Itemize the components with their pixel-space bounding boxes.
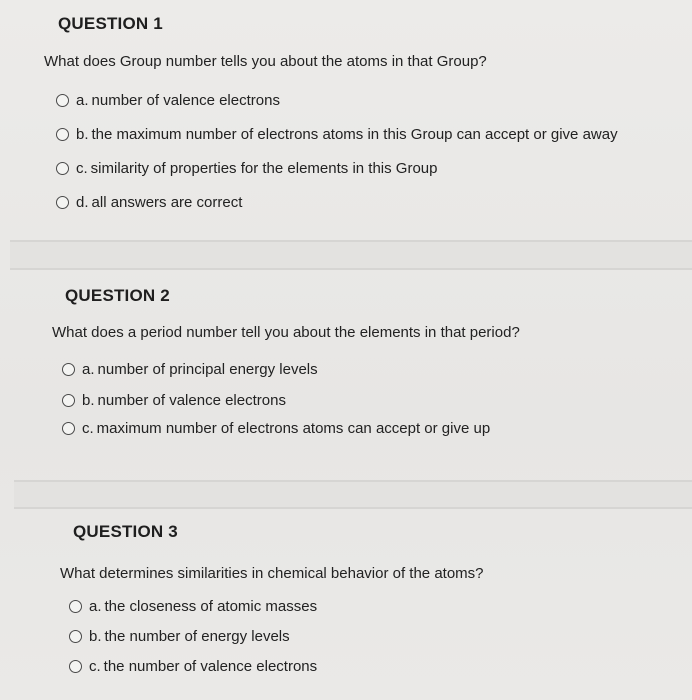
radio-button[interactable] bbox=[56, 196, 69, 209]
answer-option-c[interactable] bbox=[62, 417, 490, 439]
radio-button[interactable] bbox=[69, 630, 82, 643]
option-letter: b. bbox=[82, 391, 95, 409]
answer-option-b[interactable] bbox=[69, 625, 317, 647]
option-letter: a. bbox=[89, 597, 102, 615]
answer-option-c[interactable] bbox=[56, 157, 618, 179]
question-prompt: What does Group number tells you about the atoms in that Group? bbox=[44, 53, 487, 70]
option-text: number of valence electrons bbox=[97, 391, 286, 409]
radio-button[interactable] bbox=[69, 660, 82, 673]
option-letter: b. bbox=[89, 627, 102, 645]
radio-button[interactable] bbox=[62, 363, 75, 376]
answer-option-a[interactable] bbox=[69, 595, 317, 617]
question-separator-band bbox=[10, 240, 692, 270]
radio-button[interactable] bbox=[62, 422, 75, 435]
answer-option-b[interactable] bbox=[56, 123, 618, 145]
option-letter: a. bbox=[76, 91, 89, 109]
option-text: maximum number of electrons atoms can accept or give up bbox=[96, 419, 491, 437]
option-text: all answers are correct bbox=[91, 193, 243, 211]
question-title: QUESTION 2 bbox=[65, 286, 170, 305]
question-separator-band bbox=[14, 480, 692, 508]
question-separator bbox=[14, 507, 692, 509]
question-separator bbox=[10, 268, 692, 270]
radio-button[interactable] bbox=[56, 162, 69, 175]
option-letter: c. bbox=[76, 159, 88, 177]
answer-options bbox=[62, 358, 490, 439]
radio-button[interactable] bbox=[56, 94, 69, 107]
option-text: number of valence electrons bbox=[91, 91, 280, 109]
radio-button[interactable] bbox=[56, 128, 69, 141]
option-text: number of principal energy levels bbox=[97, 360, 318, 378]
question-prompt: What determines similarities in chemical behavior of the atoms? bbox=[60, 565, 484, 582]
option-letter: c. bbox=[82, 419, 94, 437]
option-text: similarity of properties for the elements in this Group bbox=[90, 159, 438, 177]
answer-option-d[interactable] bbox=[56, 191, 618, 213]
question-2 bbox=[52, 286, 520, 437]
question-prompt: What does a period number tell you about the elements in that period? bbox=[52, 324, 520, 341]
option-text: the number of valence electrons bbox=[103, 657, 318, 675]
answer-options bbox=[56, 89, 618, 213]
option-letter: c. bbox=[89, 657, 101, 675]
question-separator bbox=[10, 240, 692, 242]
option-letter: b. bbox=[76, 125, 89, 143]
question-3 bbox=[60, 522, 484, 675]
answer-option-c[interactable] bbox=[69, 655, 317, 677]
question-separator bbox=[14, 480, 692, 482]
option-letter: d. bbox=[76, 193, 89, 211]
option-text: the number of energy levels bbox=[104, 627, 290, 645]
question-title: QUESTION 3 bbox=[73, 522, 178, 541]
answer-option-b[interactable] bbox=[62, 389, 490, 411]
radio-button[interactable] bbox=[69, 600, 82, 613]
option-text: the closeness of atomic masses bbox=[104, 597, 318, 615]
answer-options bbox=[69, 595, 317, 677]
option-letter: a. bbox=[82, 360, 95, 378]
question-1 bbox=[44, 14, 618, 211]
radio-button[interactable] bbox=[62, 394, 75, 407]
question-title: QUESTION 1 bbox=[58, 14, 163, 33]
answer-option-a[interactable] bbox=[62, 358, 490, 380]
answer-option-a[interactable] bbox=[56, 89, 618, 111]
option-text: the maximum number of electrons atoms in this Group can accept or give away bbox=[91, 125, 618, 143]
